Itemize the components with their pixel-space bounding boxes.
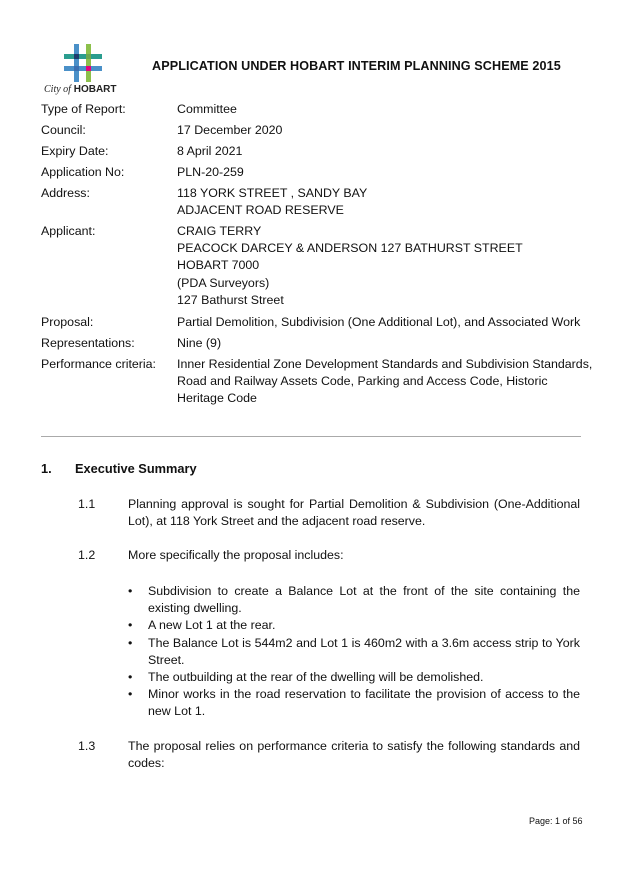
detail-line: Heritage Code xyxy=(177,391,257,406)
logo-wordmark xyxy=(44,84,117,95)
detail-line: ADJACENT ROAD RESERVE xyxy=(177,203,344,218)
detail-value xyxy=(177,185,587,219)
detail-line: HOBART 7000 xyxy=(177,258,260,273)
detail-line: 118 YORK STREET , SANDY BAY xyxy=(177,186,368,200)
city-of-hobart-logo xyxy=(42,42,124,98)
paragraph-text: The proposal relies on performance criteria to satisfy the following standards and codes: xyxy=(128,739,580,771)
detail-label: Address: xyxy=(41,186,90,200)
list-item: • A new Lot 1 at the rear. xyxy=(128,617,580,634)
paragraph-number: 1.2 xyxy=(78,548,96,562)
detail-value xyxy=(177,143,587,160)
logo-city-text: City of xyxy=(44,84,71,95)
detail-line: 127 Bathurst Street xyxy=(177,292,284,307)
detail-line: Road and Railway Assets Code, Parking and Access Code, Historic xyxy=(177,374,548,389)
detail-label: Applicant: xyxy=(41,224,96,238)
detail-value xyxy=(177,122,587,139)
detail-value xyxy=(177,314,587,331)
paragraph-text: Planning approval is sought for Partial Demolition & Subdivision (One-Additional Lot), at 118 York Street and the adjacent road reserve. xyxy=(128,497,580,529)
detail-label: Council: xyxy=(41,123,86,137)
list-item: • The outbuilding at the rear of the dwelling will be demolished. xyxy=(128,669,580,686)
detail-line: PLN-20-259 xyxy=(177,165,244,179)
detail-value xyxy=(177,101,587,118)
page-number: Page: 1 of 56 xyxy=(529,816,583,826)
detail-value xyxy=(177,356,593,408)
detail-line: Inner Residential Zone Development Standards and Subdivision Standards, xyxy=(177,357,593,371)
section-number: 1. xyxy=(41,461,52,476)
detail-label: Type of Report: xyxy=(41,102,126,116)
detail-line: 8 April 2021 xyxy=(177,144,243,158)
list-item: • Subdivision to create a Balance Lot at the front of the site containing the existing dwelling. xyxy=(128,583,580,617)
detail-line: PEACOCK DARCEY & ANDERSON 127 BATHURST STREET xyxy=(177,241,523,256)
detail-value xyxy=(177,223,587,309)
detail-line: (PDA Surveyors) xyxy=(177,275,270,290)
hobart-logo-icon xyxy=(64,44,102,82)
section-title: Executive Summary xyxy=(75,461,197,476)
paragraph-text: More specifically the proposal includes: xyxy=(128,548,344,562)
detail-line: 17 December 2020 xyxy=(177,123,283,137)
detail-value xyxy=(177,164,587,181)
detail-label: Performance criteria: xyxy=(41,357,156,371)
detail-line: Committee xyxy=(177,102,237,116)
section-divider xyxy=(41,436,581,437)
page-title: APPLICATION UNDER HOBART INTERIM PLANNING SCHEME 2015 xyxy=(152,59,561,73)
detail-line: Nine (9) xyxy=(177,336,222,350)
detail-label: Representations: xyxy=(41,336,135,350)
paragraph-number: 1.3 xyxy=(78,739,96,753)
proposal-bullet-list xyxy=(128,583,580,721)
detail-line: Partial Demolition, Subdivision (One Additional Lot), and Associated Work xyxy=(177,315,581,329)
list-item: • Minor works in the road reservation to facilitate the provision of access to the new Lot 1. xyxy=(128,686,580,720)
list-item: • The Balance Lot is 544m2 and Lot 1 is 460m2 with a 3.6m access strip to York Street. xyxy=(128,635,580,669)
detail-value xyxy=(177,335,587,352)
logo-hobart-text: HOBART xyxy=(73,84,117,95)
detail-label: Proposal: xyxy=(41,315,94,329)
detail-label: Expiry Date: xyxy=(41,144,109,158)
detail-line: CRAIG TERRY xyxy=(177,224,262,238)
paragraph-number: 1.1 xyxy=(78,497,96,511)
detail-label: Application No: xyxy=(41,165,125,179)
